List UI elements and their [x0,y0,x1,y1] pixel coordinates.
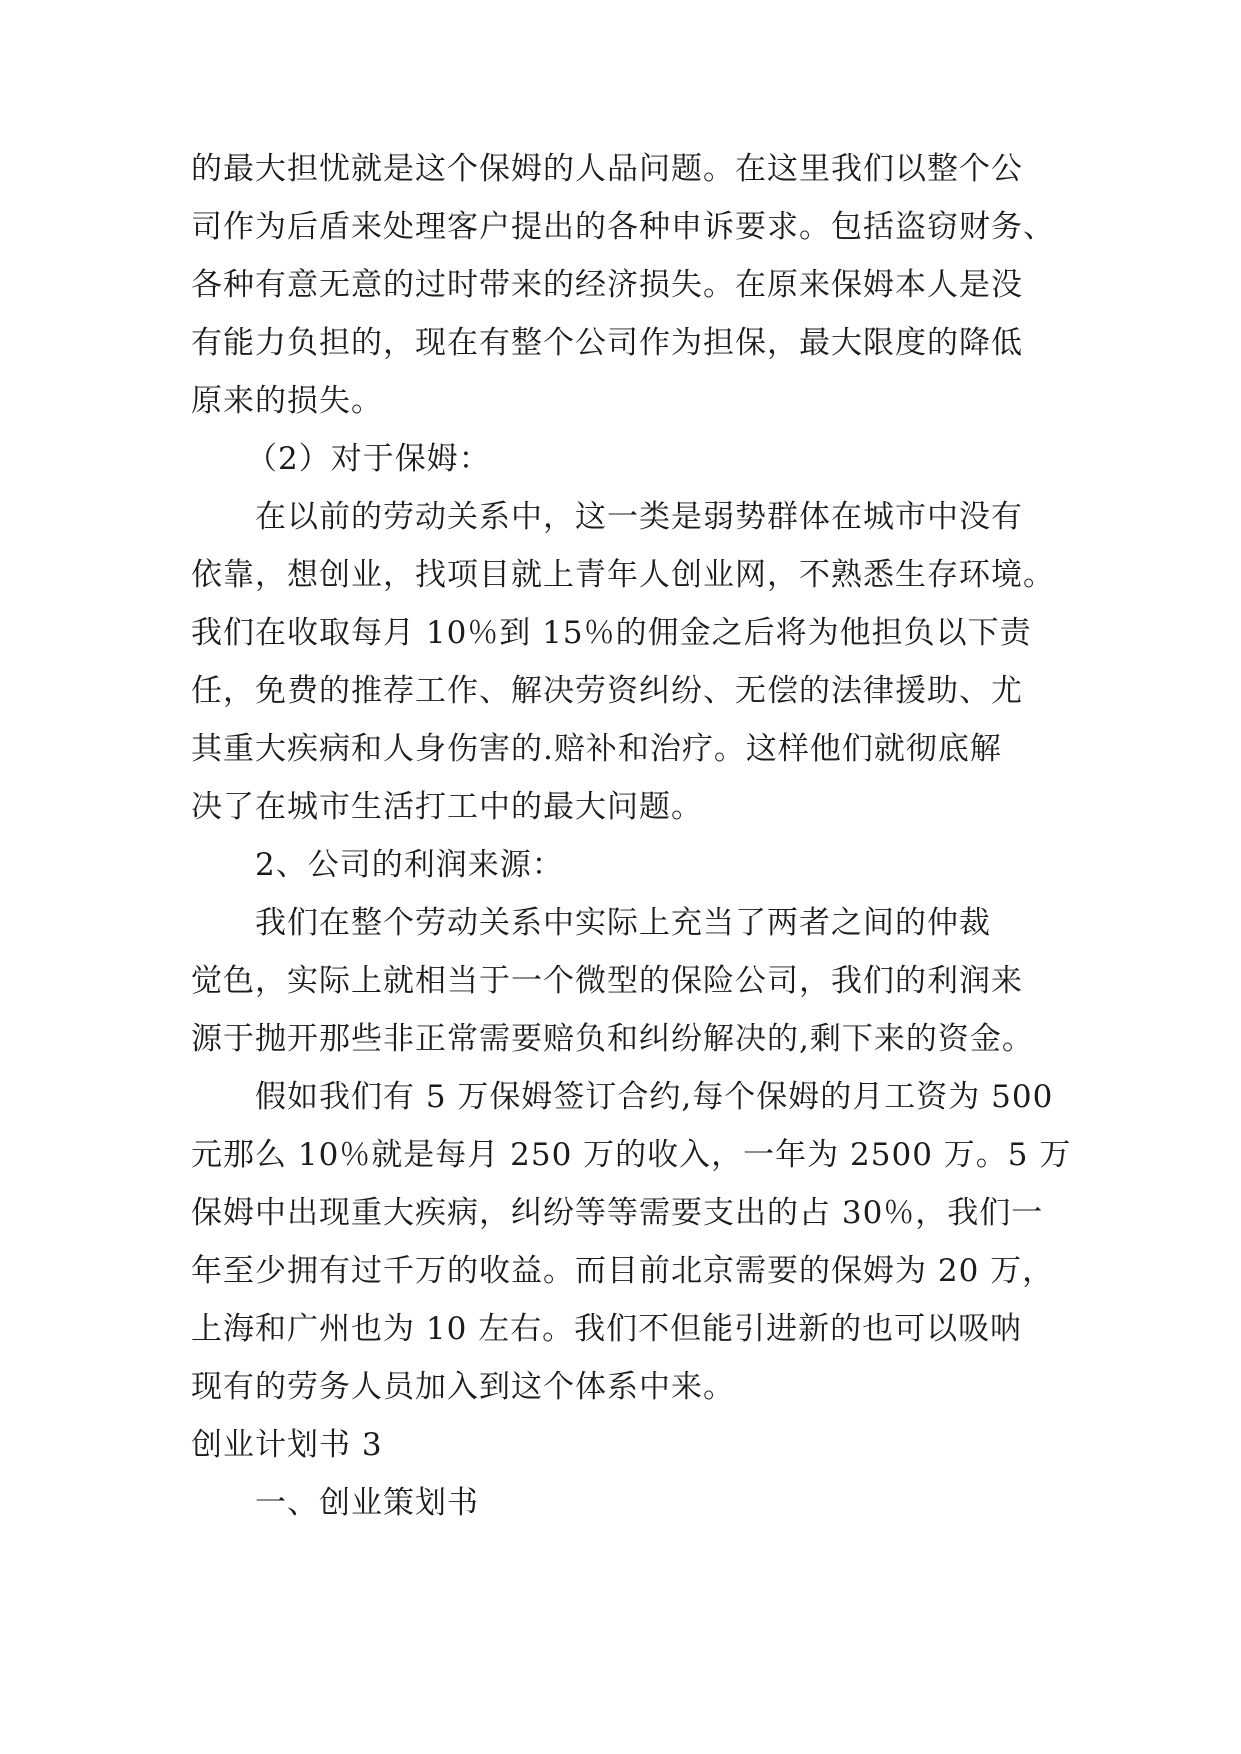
body-text-line: 原来的损失。 [191,383,383,419]
body-text-line: 我们在收取每月 10％到 15％的佣金之后将为他担负以下责 [191,615,1032,651]
body-text-line: 决了在城市生活打工中的最大问题。 [191,789,703,825]
body-text-line: 假如我们有 5 万保姆签订合约,每个保姆的月工资为 500 [255,1079,1054,1115]
body-text-line: 有能力负担的，现在有整个公司作为担保，最大限度的降低 [191,325,1023,361]
body-text-line: 上海和广州也为 10 左右。我们不但能引进新的也可以吸呐 [191,1311,1023,1347]
body-text-line: 各种有意无意的过时带来的经济损失。在原来保姆本人是没 [191,267,1023,303]
subheading: （2）对于保姆： [246,441,491,477]
subheading: 2、公司的利润来源： [255,847,564,883]
body-text-line: 其重大疾病和人身伤害的.赔补和治疗。这样他们就彻底解 [191,731,1002,767]
body-text-line: 元那么 10％就是每月 250 万的收入，一年为 2500 万。5 万 [191,1137,1072,1173]
body-text-line: 我们在整个劳动关系中实际上充当了两者之间的仲裁 [255,905,991,941]
body-text-line: 现有的劳务人员加入到这个体系中来。 [191,1369,735,1405]
section-title: 创业计划书 3 [191,1427,383,1463]
body-text-line: 司作为后盾来处理客户提出的各种申诉要求。包括盗窃财务、 [191,209,1055,245]
body-text-line: 的最大担忧就是这个保姆的人品问题。在这里我们以整个公 [191,151,1023,187]
section-heading: 一、创业策划书 [255,1485,479,1521]
body-text-line: 在以前的劳动关系中，这一类是弱势群体在城市中没有 [255,499,1023,535]
body-text-line: 保姆中出现重大疾病，纠纷等等需要支出的占 30％，我们一 [191,1195,1044,1231]
body-text-line: 任，免费的推荐工作、解决劳资纠纷、无偿的法律援助、尤 [191,673,1023,709]
body-text-line: 年至少拥有过千万的收益。而目前北京需要的保姆为 20 万， [191,1253,1055,1289]
body-text-line: 依靠，想创业，找项目就上青年人创业网，不熟悉生存环境。 [191,557,1055,593]
body-text-line: 觉色，实际上就相当于一个微型的保险公司，我们的利润来 [191,963,1023,999]
body-text-line: 源于抛开那些非正常需要赔负和纠纷解决的,剩下来的资金。 [191,1021,1034,1057]
